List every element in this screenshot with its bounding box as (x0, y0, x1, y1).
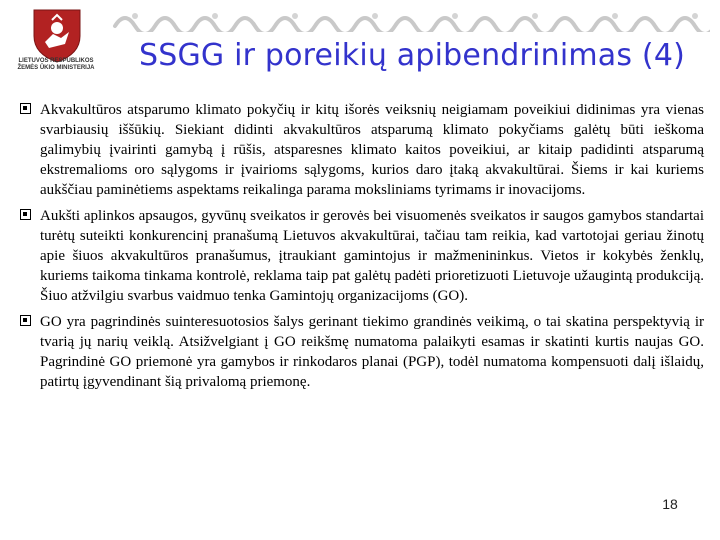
square-bullet-icon (20, 209, 31, 220)
page-title: SSGG ir poreikių apibendrinimas (4) (138, 38, 686, 73)
slide-header (0, 0, 720, 92)
list-item (18, 312, 704, 392)
square-bullet-icon (20, 315, 31, 326)
ministry-line-1: LIETUVOS RESPUBLIKOS (18, 58, 94, 64)
bullet-text: Aukšti aplinkos apsaugos, gyvūnų sveikatos ir gerovės bei visuomenės sveikatos ir saugos gamybos standartai turėtų suteikti konkurencinį pranašumą Lietuvos akvakultūrai, tačiau tam reikia, kad vartotojai geriau žinotų apie šiuos akvakultūros pranašumus, įtraukiant gamintojus ir mažmenininkus. Vietos ir kokybės ženklų, kuriems taikoma tinkama kontrolė, reklama taip pat galėtų padėti prioretizuoti Lietuvoje užaugintą produkciją. Šiuo atžvilgiu svarbus vaidmuo tenka Gamintojų organizacijoms (GO). (40, 208, 704, 304)
page-number: 18 (662, 496, 678, 512)
list-item (18, 206, 704, 306)
ministry-name (10, 58, 102, 72)
bullet-text: Akvakultūros atsparumo klimato pokyčių ir kitų išorės veiksnių neigiamam poveikiui didinimas yra vienas svarbiausių iššūkių. Siekiant didinti akvakultūros atsparumą klimato pokyčiams galėtų būti ieškoma galimybių įvairinti gamybą į rūšis, atsparesnes klimato kaitos poveikiui, ar kitaip padidinti atsparumą ekstremalioms oro sąlygoms ir įvairioms sąlygoms, kurios daro įtaką akvakultūrai. Šiems ir kai kuriems aukščiau paminėtiems aspektams reikalinga parama moksliniams tyrimams ir inovacijoms. (40, 102, 704, 198)
bullet-list (18, 100, 704, 398)
square-bullet-icon (20, 103, 31, 114)
bullet-text: GO yra pagrindinės suinteresuotosios šalys gerinant tiekimo grandinės veikimą, o tai skatina perspektyvią ir tvarią jų narių veiklą. Atsižvelgiant į GO reikšmę numatoma palaikyti esamas ir skatinti kurtis naujas GO. Pagrindinė GO priemonė yra gamybos ir rinkodaros planai (PGP), todėl numatoma kompensuoti dalį išlaidų, patirtų įgyvendinant šią privalomą priemonę. (40, 314, 704, 390)
folk-ornament-border (110, 8, 710, 32)
ministry-line-2: ŽEMĖS ŪKIO MINISTERIJA (17, 65, 95, 71)
list-item (18, 100, 704, 200)
